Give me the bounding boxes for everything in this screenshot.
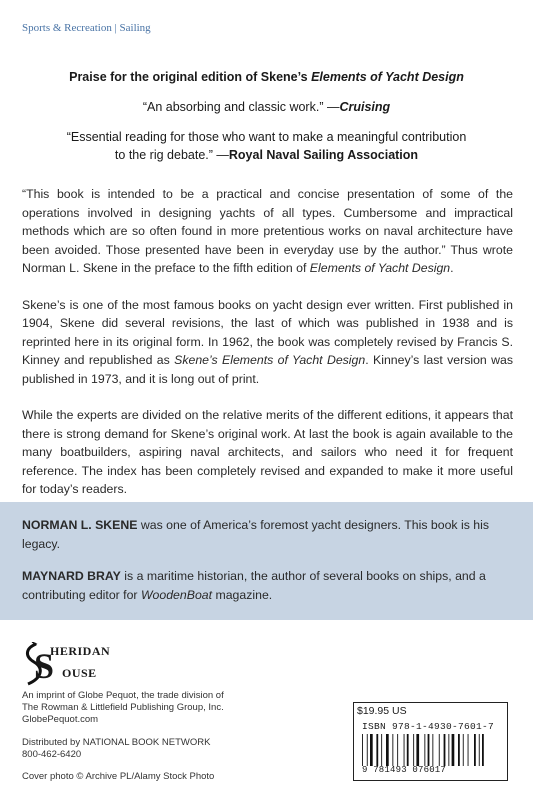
imprint-line: The Rowman & Littlefield Publishing Group, Inc.: [22, 702, 224, 713]
distributor-line: Distributed by NATIONAL BOOK NETWORK: [22, 737, 211, 748]
cover-credit: Cover photo © Archive PL/Alamy Stock Photo: [22, 771, 215, 782]
publisher-logo: [22, 640, 132, 690]
description: [22, 185, 513, 517]
publisher-website: GlobePequot.com: [22, 714, 99, 725]
editor-bio: MAYNARD BRAY is a maritime historian, the author of several books on ships, and a contributing editor for WoodenBoat magazine.: [22, 569, 486, 602]
logo-word-1: HERIDAN: [50, 644, 111, 658]
imprint-info: [22, 690, 224, 726]
isbn-label: ISBN 978-1-4930-7601-7: [362, 721, 495, 732]
imprint-line: An imprint of Globe Pequot, the trade division of: [22, 690, 224, 701]
logo-word-2: OUSE: [62, 666, 97, 680]
logo-letter: S: [34, 646, 55, 686]
praise-quote-1: “An absorbing and classic work.” —Cruising: [142, 100, 391, 114]
description-paragraph-1: “This book is intended to be a practical and concise presentation of some of the operations involved in designing yachts of all types. Cumbersome and impractical methods which are so often found in more pretentious works on naval architecture have been avoided. Those presented have been in everyday use by the author.” Thus wrote Norman L. Skene in the preface to the fifth edition of Elements of Yacht Design.: [22, 187, 513, 275]
barcode-icon: [362, 734, 502, 766]
barcode-digits: 9 781493 076017: [362, 765, 447, 775]
praise-heading: Praise for the original edition of Skene’s Elements of Yacht Design: [69, 70, 464, 84]
category-label: Sports & Recreation | Sailing: [22, 22, 151, 34]
praise-section: [20, 68, 513, 164]
distributor-info: [22, 737, 210, 761]
price-box: $19.95 US: [353, 702, 508, 720]
description-paragraph-2: Skene’s is one of the most famous books on yacht design ever written. First published in 1904, Skene did several revisions, the last of which was published in 1938 and is reprinted here in its original form. In 1962, the book was completely revised by Francis S. Kinney and republished as Skene’s Elements of Yacht Design. Kinney’s last version was published in 1973, and it is long out of print.: [22, 297, 514, 386]
author-bio: NORMAN L. SKENE was one of America’s foremost yacht designers. This book is his legacy.: [22, 518, 490, 551]
description-paragraph-3: While the experts are divided on the relative merits of the different editions, it appears that there is strong demand for Skene’s original work. At last the book is again available to the many boatbuilders, aspiring naval architects, and sailors who need it for frequent reference. The index has been completely revised and expanded to make it more useful for today’s readers.: [22, 408, 513, 496]
bio-band: [0, 502, 533, 620]
barcode-block: [353, 718, 508, 781]
praise-quote-2: “Essential reading for those who want to make a meaningful contribution to the rig debate.” —Royal Naval Sailing Association: [66, 130, 467, 162]
distributor-phone: 800-462-6420: [22, 749, 82, 760]
